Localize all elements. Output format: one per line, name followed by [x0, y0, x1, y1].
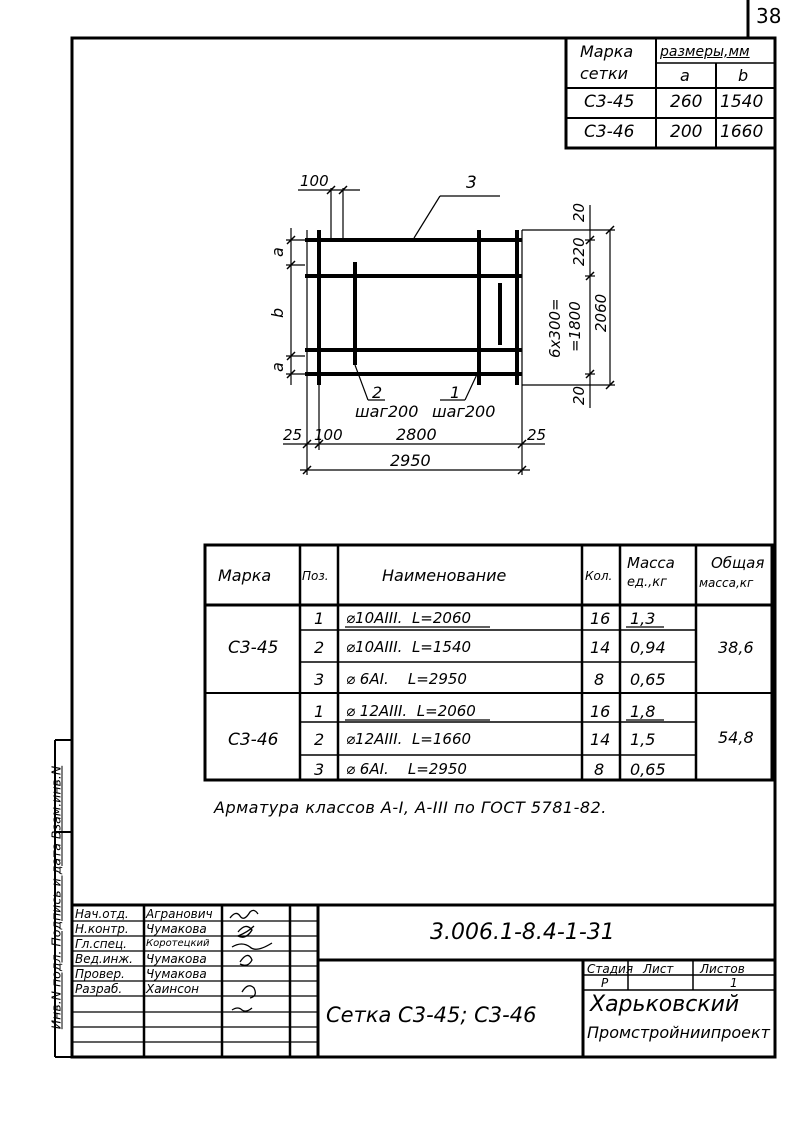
size-header-mark-1: Марка — [580, 42, 634, 61]
staff-name: Чумакова — [146, 922, 207, 936]
label-pos-1: 1 — [450, 383, 461, 402]
dim-6x300-line1: 6х300= — [546, 298, 564, 358]
spec-header-mark: Марка — [218, 566, 272, 585]
staff-role: Разраб. — [75, 982, 123, 996]
document-title: Сетка С3-45; С3-46 — [326, 1003, 537, 1027]
spec-header-pos: Поз. — [302, 569, 329, 583]
size-row-mark: С3-46 — [584, 122, 635, 142]
reinforcement-note: Арматура классов А-I, А-III по ГОСТ 5781-82. — [214, 798, 607, 817]
staff-role: Провер. — [75, 967, 125, 981]
staff-name: Коротецкий — [146, 938, 210, 949]
spec-row-qty: 8 — [594, 670, 605, 689]
spec-group-total: 54,8 — [718, 728, 754, 747]
spec-row-name: ⌀ 6AI. L=2950 — [346, 670, 467, 688]
size-row-a: 200 — [670, 122, 703, 142]
spec-row-mass: 1,5 — [630, 730, 656, 749]
spec-row-pos: 2 — [314, 638, 325, 657]
org-name-line1: Харьковский — [590, 992, 740, 1017]
spec-row-pos: 3 — [314, 670, 325, 689]
spec-header-qty: Кол. — [585, 569, 613, 583]
size-row-b: 1660 — [720, 122, 764, 142]
spec-group-mark: С3-46 — [228, 730, 279, 750]
spec-row-name: ⌀10AIII. L=1540 — [346, 638, 472, 656]
spec-header-mass-total-1: Общая — [711, 554, 765, 572]
sheet-frame — [55, 0, 775, 1057]
staff-role: Вед.инж. — [75, 952, 133, 966]
dim-100-top: 100 — [300, 172, 329, 190]
spec-header-mass-total-2: масса,кг — [699, 576, 754, 590]
spec-group-mark: С3-45 — [228, 638, 279, 658]
sheets-value: 1 — [730, 976, 738, 990]
spec-row-pos: 1 — [314, 702, 325, 721]
dim-20-top: 20 — [570, 202, 588, 222]
dim-2800: 2800 — [396, 425, 437, 444]
spec-row-qty: 14 — [590, 730, 611, 749]
spec-header-name: Наименование — [382, 566, 507, 585]
dim-25-right: 25 — [527, 426, 547, 444]
spec-row-mass: 0,94 — [630, 638, 666, 657]
spec-row-mass: 0,65 — [630, 760, 666, 779]
side-label: Инв.N подл. Подпись и дата Взам.инв.N — [48, 765, 64, 1030]
spec-row-qty: 14 — [590, 638, 611, 657]
dim-20-bottom: 20 — [570, 385, 588, 405]
stage-header: Стадия — [587, 962, 634, 976]
dim-100-bottom: 100 — [314, 426, 343, 444]
spec-row-pos: 2 — [314, 730, 325, 749]
spec-row-qty: 16 — [590, 609, 611, 628]
size-header-mark-2: сетки — [580, 64, 629, 83]
label-b: b — [268, 307, 287, 318]
dim-2060: 2060 — [592, 293, 610, 332]
spec-row-mass: 0,65 — [630, 670, 666, 689]
label-a-top: a — [268, 247, 287, 257]
staff-name: Агранович — [146, 907, 213, 921]
step-pos-1: шаг200 — [432, 402, 496, 421]
dim-220: 220 — [570, 237, 588, 266]
label-a-bottom: a — [268, 362, 287, 372]
staff-name: Чумакова — [146, 967, 207, 981]
label-pos-3: 3 — [466, 173, 477, 193]
spec-row-name: ⌀ 6AI. L=2950 — [346, 760, 467, 778]
staff-name: Хаинсон — [146, 982, 200, 996]
stage-value: Р — [601, 976, 609, 990]
sheet-header: Лист — [643, 962, 674, 976]
staff-name: Чумакова — [146, 952, 207, 966]
size-header-dimensions: размеры,мм — [660, 44, 750, 60]
size-row-b: 1540 — [720, 92, 764, 112]
spec-group-total: 38,6 — [718, 638, 754, 657]
spec-header-mass-unit-1: Масса — [627, 554, 675, 572]
size-row-mark: С3-45 — [584, 92, 635, 112]
dim-25-left: 25 — [283, 426, 303, 444]
spec-header-mass-unit-2: ед.,кг — [627, 575, 667, 590]
dim-6x300-line2: =1800 — [566, 301, 584, 352]
page-number: 38 — [756, 4, 782, 28]
step-pos-2: шаг200 — [355, 402, 419, 421]
size-header-b: b — [738, 66, 749, 85]
staff-role: Гл.спец. — [75, 937, 127, 951]
size-row-a: 260 — [670, 92, 703, 112]
spec-row-name: ⌀12AIII. L=1660 — [346, 730, 472, 748]
spec-row-qty: 16 — [590, 702, 611, 721]
spec-row-mass: 1,3 — [630, 609, 656, 628]
sheets-header: Листов — [700, 962, 745, 976]
staff-role: Н.контр. — [75, 922, 129, 936]
spec-row-name: ⌀ 12AIII. L=2060 — [346, 702, 476, 720]
org-name-line2: Промстройниипроект — [587, 1023, 770, 1042]
staff-role: Нач.отд. — [75, 907, 129, 921]
spec-row-mass: 1,8 — [630, 702, 656, 721]
size-header-a: a — [680, 66, 690, 85]
dim-2950: 2950 — [390, 451, 431, 470]
spec-row-qty: 8 — [594, 760, 605, 779]
spec-row-name: ⌀10AIII. L=2060 — [346, 609, 472, 627]
spec-row-pos: 1 — [314, 609, 325, 628]
document-code: 3.006.1-8.4-1-31 — [430, 920, 615, 945]
spec-row-pos: 3 — [314, 760, 325, 779]
label-pos-2: 2 — [372, 383, 383, 402]
